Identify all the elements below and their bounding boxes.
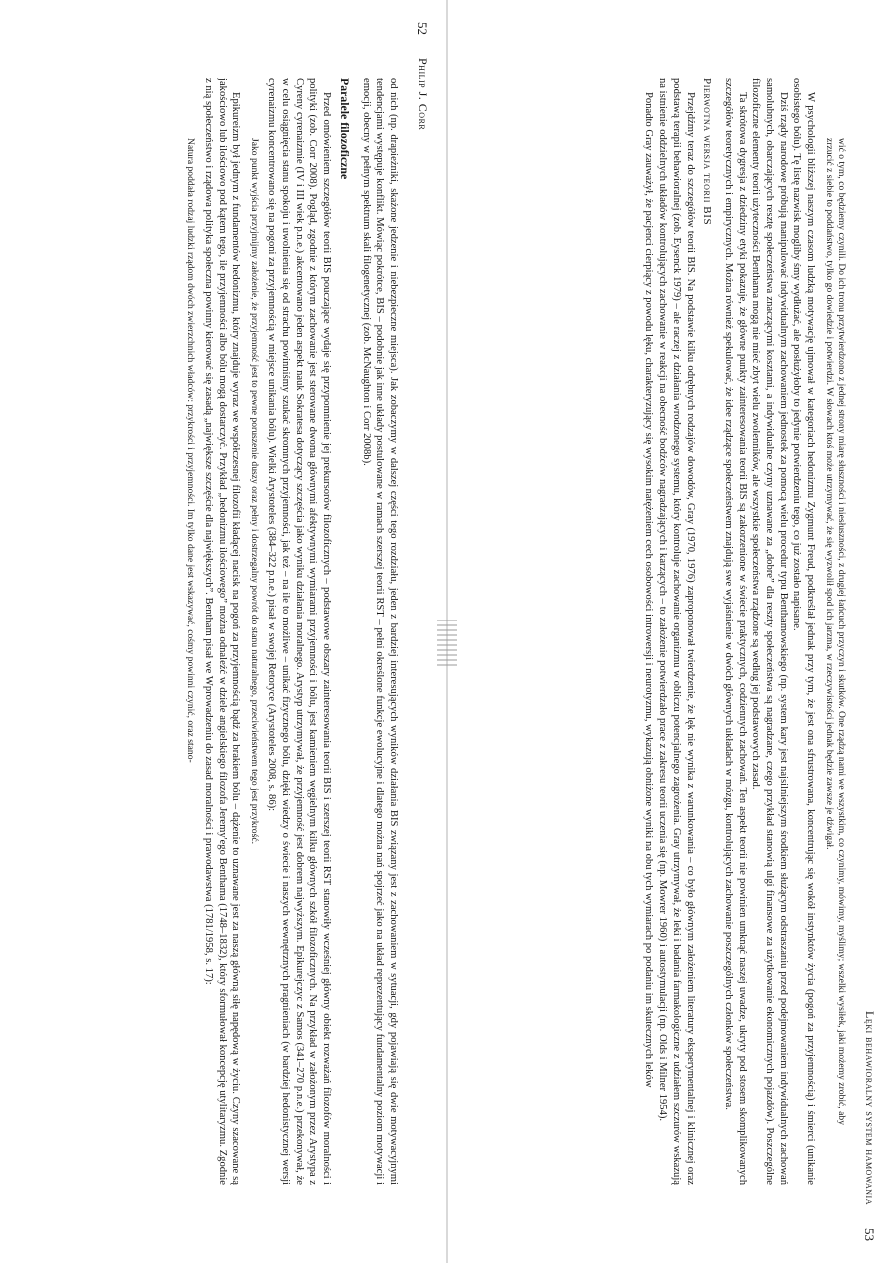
block-quote: wić o tym, co będziemy czynili. Do ich tronu przytwierdzono z jednej strony miarę słuszności i niesłuszności, z drugiej łańcuch przyczyn i skutków. One rządzą nami we wszystkim, co czynimy, mówimy, myślimy; wszelki wysiłek, jaki możemy zrobić, aby zrzucić z siebie to poddaństwo, tylko go dowiedzie i potwierdzi. W słowach ktoś może utrzymywać, że się wyzwolił spod ich jarzma, w rzeczywistości jednak będzie zawsze je dźwigał. xyxy=(823,138,847,1125)
right-page-body xyxy=(461,78,847,1185)
block-quote: Natura poddała rodzaj ludzki rządom dwóch zwierzchnich władców: przykrości i przyjemności. Im tylko dane jest wskazywać, cośmy powinni czynić, oraz stano- xyxy=(185,138,197,763)
running-head: Lęki behawioralny system hamowania xyxy=(863,1010,877,1205)
page-number: 52 xyxy=(415,22,430,35)
paragraph: Ta skrótowa dygresja z dziedziny etyki pokazuje, że główne punkty zainteresowania teorii BIS są zakorzenione w świecie praktycznych, codziennych zachowań. Ten aspekt teorii nie powinien umknąć naszej uwadze, ukryty pod stosem skomplikowanych szczegółów teoretycznych i empirycznych. Można również spekulować, że idee rządzące społeczeństwem znajdują swe wyjaśnienie w dwóch głównych układach w mózgu, kontrolujących zachowanie poszczególnych członków społeczeństwa. xyxy=(722,78,748,1185)
left-page-body xyxy=(14,78,400,1185)
paragraph: W psychologii bliższej naszym czasom ludzką motywację ujmował w kategoriach hedonizmu Zygmunt Freud, podkreślał jednak przy tym, że jest ona sfrustrowana, koncentrując się wokół instynktów życia (pogoń za przyjemnością) i śmierci (unikanie osobistego bólu). Tę listę nazwisk mogliby śmy wydłużać, ale posłużyłoby to jedynie potwierdzeniu tego, co już zostało napisane. xyxy=(791,78,817,1185)
paragraph: Przed omówieniem szczegółów teorii BIS pouczające wydaje się przypomnienie jej prekursorów filozoficznych – podstawowe obszary zainteresowania teorii BIS i szerszej teorii RST stanowiły wcześniej główny obiekt rozważań filozofów moralności i polityki (zob. Corr 2008). Pogląd, zgodnie z którym zachowanie jest sterowane dwoma głównymi afektywnymi wymiarami przyjemności i bólu, jest kamieniem węgielnym kilku głównych szkół filozoficznych. Na przykład w założonym przez Arystypa z Cyreny cyrenaizmie (IV i III wiek p.n.e.) akcentowano jeden aspekt nauk Sokratesa dotyczący szczęścia jako wyniku działania moralnego. Arystyp utrzymywał, że przyjemność jest dobrem najwyższym. Epikurejczyc z Samos (341–270 p.n.e.) przekonywał, że w celu osiągnięcia stanu spokoju i uwolnienia się od strachu powinniśmy szukać skromnych przyjemności, jak też – na ile to możliwe – unikać fizycznego bólu, dzięki wiedzy o świecie i naszych wewnętrznych pragnieniach (w bardziej hedonistycznej wersji cyrenaizmu koncentrowano się na pogoni za przyjemnością w miejsce unikania bólu). Wielki Arystoteles (384–322 p.n.e.) pisał w swojej Retoryce (Arystoteles 2008, s. 86): xyxy=(266,78,333,1185)
paragraph: Epikureizm był jednym z fundamentów hedonizmu, który znajduje wyraz we współczesnej filozofii kładącej nacisk na pogoń za przyjemnością bądź za brakiem bólu – dążenie to uznawane jest za naszą główną siłę napędową w życiu. Czyny szacowane są jakościowo lub ilościowo pod kątem tego, ile przyjemności albo bólu mogą dostarczyć. Przykład „hedonizmu ilościowego” można odnaleźć w dziele angielskiego filozofa Jeremy'ego Benthama (1748–1832), który sformułował koncepcję utylitaryzmu. Zgodnie z nią społeczeństwo i rządowa polityka społeczna powinny kierować się zasadą „największe szczęście dla największych”. Bentham pisał we Wprowadzeniu do zasad moralności i prawodawstwa (1781/1958, s. 17): xyxy=(202,78,242,1185)
paragraph: Przejdźmy teraz do szczegółów teorii BIS. Na podstawie kilku odrębnych rodzajów dowodów, Gray (1970, 1976) zaproponował twierdzenie, że lęk nie wynika z warunkowania – co było głównym założeniem literatury eksperymentalnej i klinicznej oraz podstawą terapii behawioralnej (zob. Eysenck 1979) – ale raczej z działania wrodzonego systemu, który kontroluje zachowanie organizmu w obliczu potencjalnego zagrożenia. Gray utrzymywał, że leki i badania farmakologiczne z udziałem szczurów wskazują na istnienie oddzielnych układów kontrolujących zachowanie w reakcji na obecność bodźców nagradzających i karzących – to założenie potwierdzało prace z zakresu teorii uczenia się (np. Mowrer 1960) i autostymulacji (np. Olds i Milner 1954). xyxy=(657,78,696,1185)
block-quote: Jako punkt wyjścia przyjmijmy założenie, że przyjemność jest to pewne poruszenie duszy oraz pełny i dostrzegalny powrót do stanu naturalnego, przeciwieństwem tego jest przykrość. xyxy=(248,138,260,844)
section-heading: Pierwotna wersja teorii BIS xyxy=(701,78,714,226)
paragraph: Ponadto Gray zauważył, że pacjenci cierpiący z powodu lęku, charakteryzujący się wysokim natężeniem cech osobowości introwersji i neurotyzmu, wykazują obniżone wyniki na obu tych wymiarach po podaniu im skutecznych leków xyxy=(643,92,655,1088)
running-head: Philip J. Corr xyxy=(416,58,430,131)
paragraph: od nich (np. drapieżniki, skażone jedzenie i niebezpieczne miejsca). Jak zobaczymy w dalszej części tego rozdziału, jeden z bardziej interesujących wyników działania BIS związany jest z zachowaniem w sytuacji, gdy pojawiają się dwie motywacyjnymi tendencjami występuje konflikt. Mówiąc pokrótce, BIS – podobnie jak inne układy postulowane w ramach szerszej teorii RST – pełni określone funkcje ewolucyjne i dlatego można nań spojrzeć jako na układ reprezentujący fundamentalny poziom motywacji i emocji, obecny w pełnym spektrum skali filogenetycznej (zob. McNaughton i Corr 2008b). xyxy=(360,78,399,1185)
paragraph: Dziś rządy narodowe próbują manipulować indywidualnym zachowaniem jednostek za pomocą wielu procedur typu Benthamowskiego (np. system kary jest najsilniejszym środkiem służącym odstraszaniu przed podejmowaniem indywidualnych zachowań samolubnych, obarczających resztę społeczeństwa znaczącymi kosztami, a indywidualne czyny uznawane za „dobre” dla reszty społeczeństwa są nagradzane, czego przykład stanowią ulgi finansowe za użytkowanie ekonomicznych pojazdów). Poszczególne filozoficzne elementy teorii użyteczności Benthama mogą nie mieć zbyt wielu zwolenników, ale wszystkie społeczeństwa rządzone są według jej podstawowych zasad. xyxy=(750,78,789,1185)
page-number: 53 xyxy=(862,1228,877,1241)
section-heading: Paralele filozoficzne xyxy=(337,78,352,180)
right-page xyxy=(447,0,893,1263)
left-page xyxy=(0,0,446,1263)
